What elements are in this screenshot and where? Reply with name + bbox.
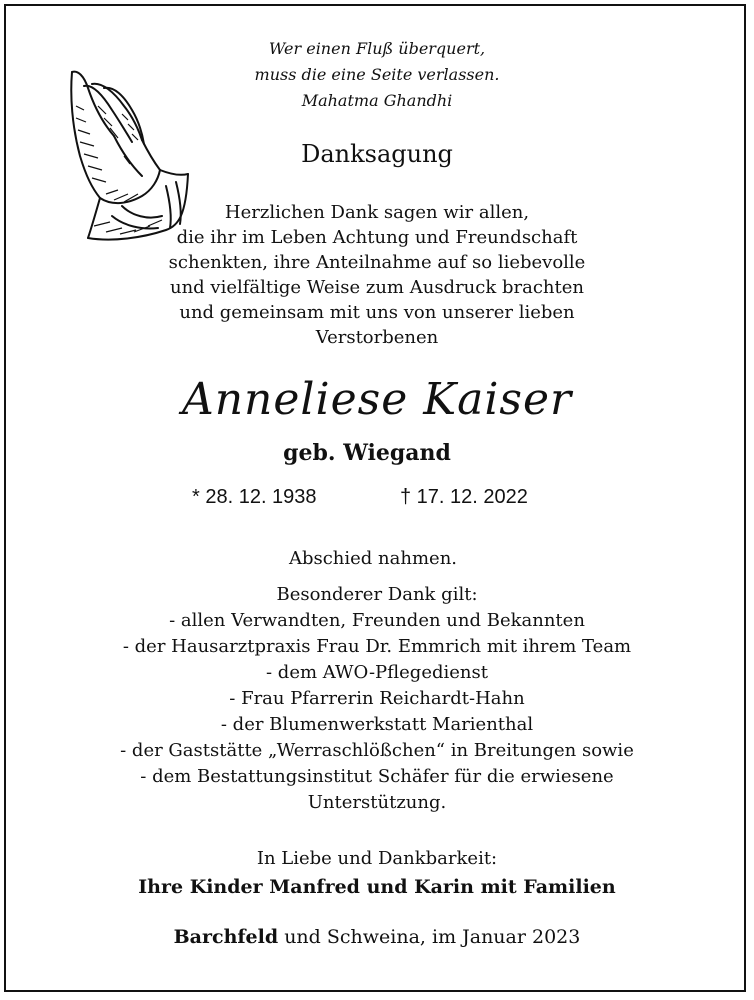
intro-line: und gemeinsam mit uns von unserer lieben bbox=[179, 302, 575, 323]
quote-author: Mahatma Ghandhi bbox=[301, 91, 453, 110]
signatories: Ihre Kinder Manfred und Karin mit Familien bbox=[138, 876, 616, 898]
thanks-line: - dem AWO-Pflegedienst bbox=[266, 662, 488, 683]
intro-text bbox=[0, 200, 754, 350]
closing-line: In Liebe und Dankbarkeit: bbox=[256, 848, 498, 869]
thanks-line: - der Blumenwerkstatt Marienthal bbox=[220, 714, 534, 735]
intro-line: und vielfältige Weise zum Ausdruck brachten bbox=[170, 277, 584, 298]
thanks-line: - dem Bestattungsinstitut Schäfer für die erwiesene bbox=[140, 766, 614, 787]
place-name: Barchfeld bbox=[173, 926, 279, 948]
birth-date: * 28. 12. 1938 bbox=[192, 486, 317, 508]
thanks-line: Besonderer Dank gilt: bbox=[276, 584, 478, 605]
quote-line: Wer einen Fluß überquert, bbox=[268, 39, 486, 58]
quote-line: muss die eine Seite verlassen. bbox=[254, 65, 500, 84]
quote bbox=[0, 36, 754, 114]
death-date: † 17. 12. 2022 bbox=[400, 486, 528, 508]
place-rest: und Schweina, im Januar 2023 bbox=[278, 926, 581, 948]
place-date bbox=[0, 926, 754, 948]
intro-line: Herzlichen Dank sagen wir allen, bbox=[224, 202, 530, 223]
thanks-line: - allen Verwandten, Freunden und Bekannten bbox=[169, 610, 585, 631]
birth-name: geb. Wiegand bbox=[283, 440, 451, 466]
thanks-line: Unterstützung. bbox=[307, 792, 447, 813]
special-thanks bbox=[0, 582, 754, 816]
thanks-line: - der Gaststätte „Werraschlößchen“ in Breitungen sowie bbox=[120, 740, 634, 761]
heading: Danksagung bbox=[301, 140, 453, 168]
farewell: Abschied nahmen. bbox=[288, 548, 458, 569]
intro-line: die ihr im Leben Achtung und Freundschaft bbox=[176, 227, 578, 248]
intro-line: schenkten, ihre Anteilnahme auf so liebevolle bbox=[168, 252, 586, 273]
intro-line: Verstorbenen bbox=[315, 327, 439, 348]
thanks-line: - Frau Pfarrerin Reichardt-Hahn bbox=[229, 688, 525, 709]
thanks-line: - der Hausarztpraxis Frau Dr. Emmrich mit ihrem Team bbox=[122, 636, 632, 657]
deceased-name: Anneliese Kaiser bbox=[181, 374, 573, 425]
